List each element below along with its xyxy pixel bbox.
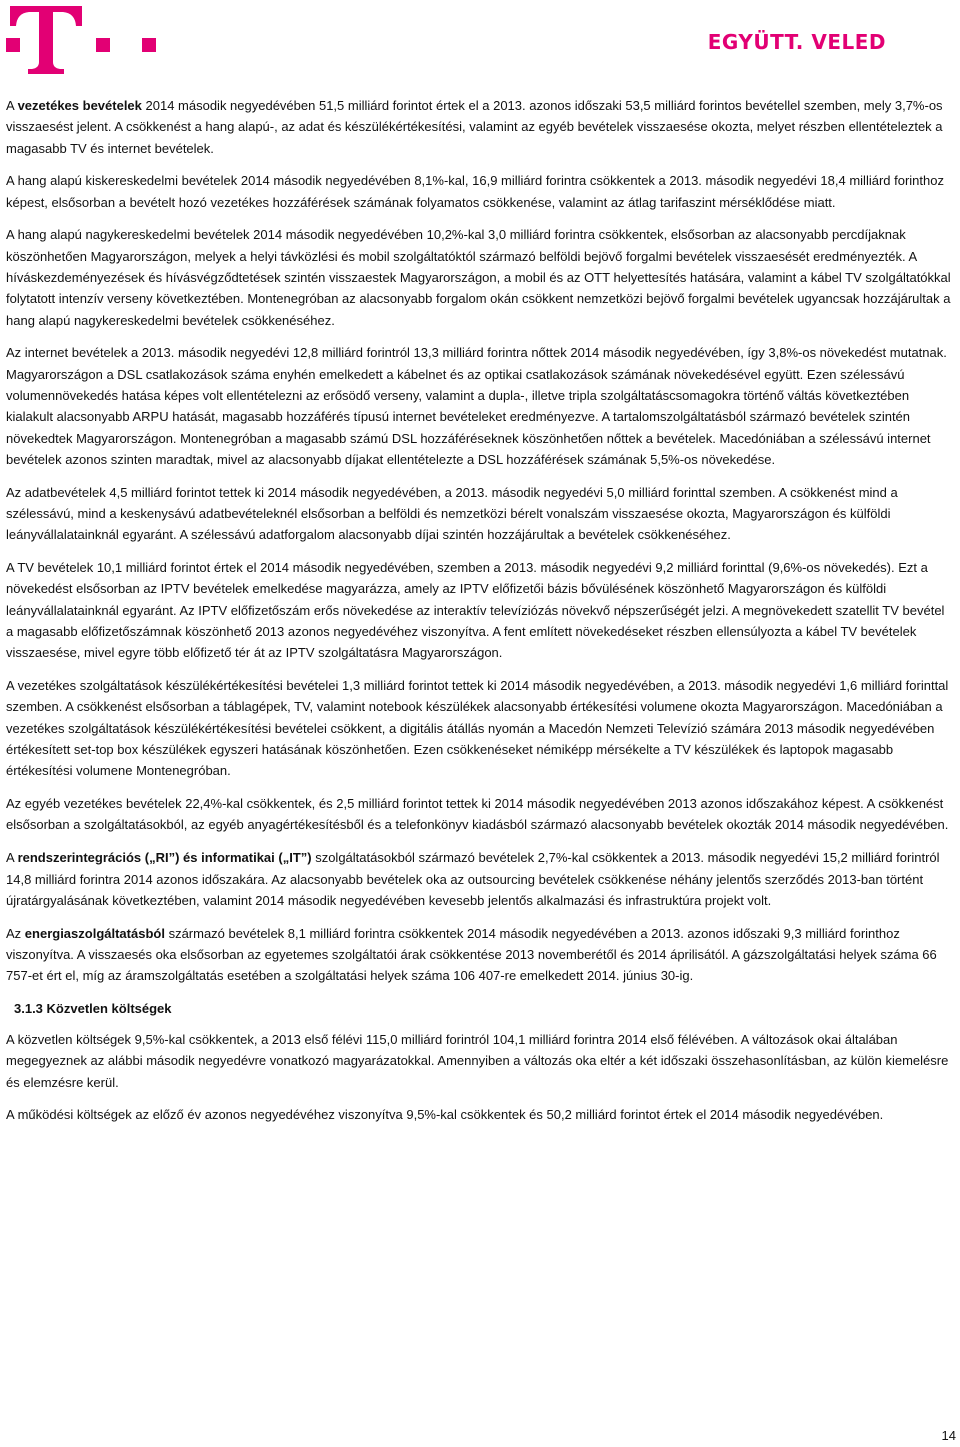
paragraph-energy: Az energiaszolgáltatásból származó bevételek 8,1 milliárd forintra csökkentek 2014 második negyedévében a 2013. azonos időszaki 9,3 milliárd forinthoz viszonyítva. A visszaesés oka elsősorban az egyetemes szolgáltatói árak csökkentése 2013 novemberétől és 2014 áprilisától. A gázszolgáltatási helyek száma 66 757-et ért el, míg az áramszolgáltatás esetében a szolgáltatási helyek száma 106 407-re emelkedett 2014. június 30-ig. xyxy=(6,925,937,984)
paragraph-equipment: A vezetékes szolgáltatások készülékértékesítési bevételei 1,3 milliárd forintot tettek ki 2014 második negyedévében, a 2013. második negyedévi 1,6 milliárd forinttal szemben. A csökkenést elsősorban a táblagépek, TV, valamint notebook készülékek alacsonyabb értékesítési volumene okozta Magyarországon. Macedóniában a vezetékes szolgáltatások készülékértékesítési bevételei csökkent, a digitális átállás nyomán a Macedón Nemzeti Televízió számára 2013 második negyedévében értékesített set-top box készülékek egyszeri hatásának köszönhetően. Ezen csökkenéseket némiképp mérsékelte a TV készülékek és laptopok magasabb értékesítési volumene Montenegróban. xyxy=(6,678,949,779)
page-header xyxy=(0,0,960,80)
bold-term: vezetékes bevételek xyxy=(17,98,142,113)
paragraph-si-it: A rendszerintegrációs („RI”) és informatikai („IT”) szolgáltatásokból származó bevételek 2,7%-kal csökkentek a 2013. második negyedévi 15,2 milliárd forintról 14,8 milliárd forintra 2014 azonos időszakára. Az alacsonyabb bevételek oka az outsourcing bevételek csökkenése néhány jelentős szerződés 2013-ban történt újratárgyalásának következtében, valamint 2014 második negyedévében kevesebb jelentős alkalmazási és infrastruktúra projekt volt. xyxy=(6,850,940,908)
bold-term: energiaszolgáltatásból xyxy=(24,925,165,941)
bold-term: rendszerintegrációs („RI”) és informatikai („IT”) xyxy=(17,850,312,866)
page-number: 14 xyxy=(941,1428,956,1443)
paragraph-tv: A TV bevételek 10,1 milliárd forintot értek el 2014 második negyedévében, szemben a 2013. második negyedévi 9,2 milliárd forinttal (9,6%-os növekedés). Ezt a növekedést elsősorban az IPTV bevételek emelkedése magyarázza, amely az IPTV előfizetői bázis bővülésének köszönhető Magyarországon és külföldi leányvállalatainknál egyaránt. Az IPTV előfizetőszám erős növekedése az interaktív televíziózás növekvő népszerűségét jelzi. A megnövekedett szatellit TV bevétel a magasabb előfizetőszámnak köszönhető 2013 azonos negyedévéhez viszonyítva. A fent említett növekedéseket részben ellensúlyozta a kábel TV bevételek visszaesése, mivel egyre több előfizető tér át az IPTV szolgáltatásra Magyarországon. xyxy=(6,560,945,661)
paragraph-data: Az adatbevételek 4,5 milliárd forintot tettek ki 2014 második negyedévében, a 2013. második negyedévi 5,0 milliárd forinttal szemben. A csökkenést mind a szélessávú, mind a keskenysávú adatbevételeknél elsősorban a belföldi és nemzetközi bérelt vonalszám visszaesése okozta, Magyarországon és külföldi leányvállalatainknál egyaránt. A szélessávú adatforgalom alacsonyabb díjai szintén hozzájárultak a bevételek csökkenéséhez. xyxy=(6,484,898,543)
paragraph-direct-costs: A közvetlen költségek 9,5%-kal csökkentek, a 2013 első félévi 115,0 milliárd forintról 104,1 milliárd forintra 2014 első félévében. A változások okai általában megegyeznek az alábbi második negyedévre vonatkozó magyarázatokkal. Amennyiben a változás oka eltér a két időszaki összehasonlításban, az külön kiemelésre és elemzésre kerül. xyxy=(6,1031,949,1090)
paragraph-fixed-line-revenue: A vezetékes bevételek 2014 második negyedévében 51,5 milliárd forintot értek el a 2013. azonos időszaki 53,5 milliárd forintos bevétellel szemben, mely 3,7%-os visszaesést jelent. A csökkenést a hang alapú-, az adat és készülékértékesítési, valamint az egyéb bevételek visszaesése okozta, melyet részben ellentételeztek a magasabb TV és internet bevételek. xyxy=(6,98,943,156)
telekom-t-logo-icon xyxy=(6,4,156,74)
document-body xyxy=(6,95,954,1137)
paragraph-internet: Az internet bevételek a 2013. második negyedévi 12,8 milliárd forintról 13,3 milliárd forintra nőttek 2014 második negyedévében, így 3,8%-os növekedést mutatnak. Magyarországon a DSL csatlakozások száma enyhén emelkedett a kábelnet és az optikai csatlakozások számának növekedésével együtt. Ezen szélessávú volumennövekedés hatása képes volt ellentételezni az erősödő verseny, valamint a dupla-, illetve tripla szolgáltatáscsomagokra történő váltás következtében kialakult alacsonyabb ARPU hatását, magasabb hozzáférés típusú internet bevételeket eredményezve. A tartalomszolgáltatásból származó bevételek szintén növekedtek Magyarországon. Montenegróban a magasabb számú DSL hozzáféréseknek köszönhetően nőttek a bevételek. Macedóniában a szélessávú internet bevételek azonos szinten maradtak, mivel az alacsonyabb díjakat ellentételezte a DSL hozzáférések számának 5,5%-os növekedése. xyxy=(6,345,947,467)
section-heading: 3.1.3 Közvetlen költségek xyxy=(14,1000,172,1016)
paragraph-voice-wholesale: A hang alapú nagykereskedelmi bevételek 2014 második negyedévében 10,2%-kal 3,0 milliárd forintra csökkentek, elsősorban az alacsonyabb percdíjaknak köszönhetően Magyarországon, melyek a helyi távközlési és mobil szolgáltatóktól származó belföldi bejövő forgalmi bevételek visszaesését eredményezték. A híváskezdeményezések és hívásvégződtetések szintén visszaestek Magyarországon, a mobil és az OTT helyettesítés hatására, valamint a kábel TV szolgáltatókkal folytatott intenzív verseny következtében. Montenegróban az alacsonyabb forgalom okán csökkent nemzetközi bejövő forgalmi bevételek ugyancsak hozzájárultak a hang alapú nagykereskedelmi bevételek csökkenéséhez. xyxy=(6,227,951,328)
slogan: EGYÜTT. VELED xyxy=(707,30,886,54)
paragraph-other-fixed: Az egyéb vezetékes bevételek 22,4%-kal csökkentek, és 2,5 milliárd forintot tettek ki 2014 második negyedévében 2013 azonos időszakához képest. A csökkenést elsősorban a szolgáltatásokból, az egyéb anyagértékesítésből és a telefonkönyv kiadásból származó alacsonyabb bevételek okozták 2014 második negyedévében. xyxy=(6,796,949,833)
paragraph-operating-costs: A működési költségek az előző év azonos negyedévéhez viszonyítva 9,5%-kal csökkentek és 50,2 milliárd forintot értek el 2014 második negyedévében. xyxy=(6,1107,884,1123)
paragraph-voice-retail: A hang alapú kiskereskedelmi bevételek 2014 második negyedévében 8,1%-kal, 16,9 milliárd forintra csökkentek a 2013. második negyedévi 18,4 milliárd forinthoz képest, elsősorban a bevételt hozó vezetékes hozzáférések számának folyamatos csökkenése, valamint az átlag tarifaszint mérséklődése miatt. xyxy=(6,173,944,210)
